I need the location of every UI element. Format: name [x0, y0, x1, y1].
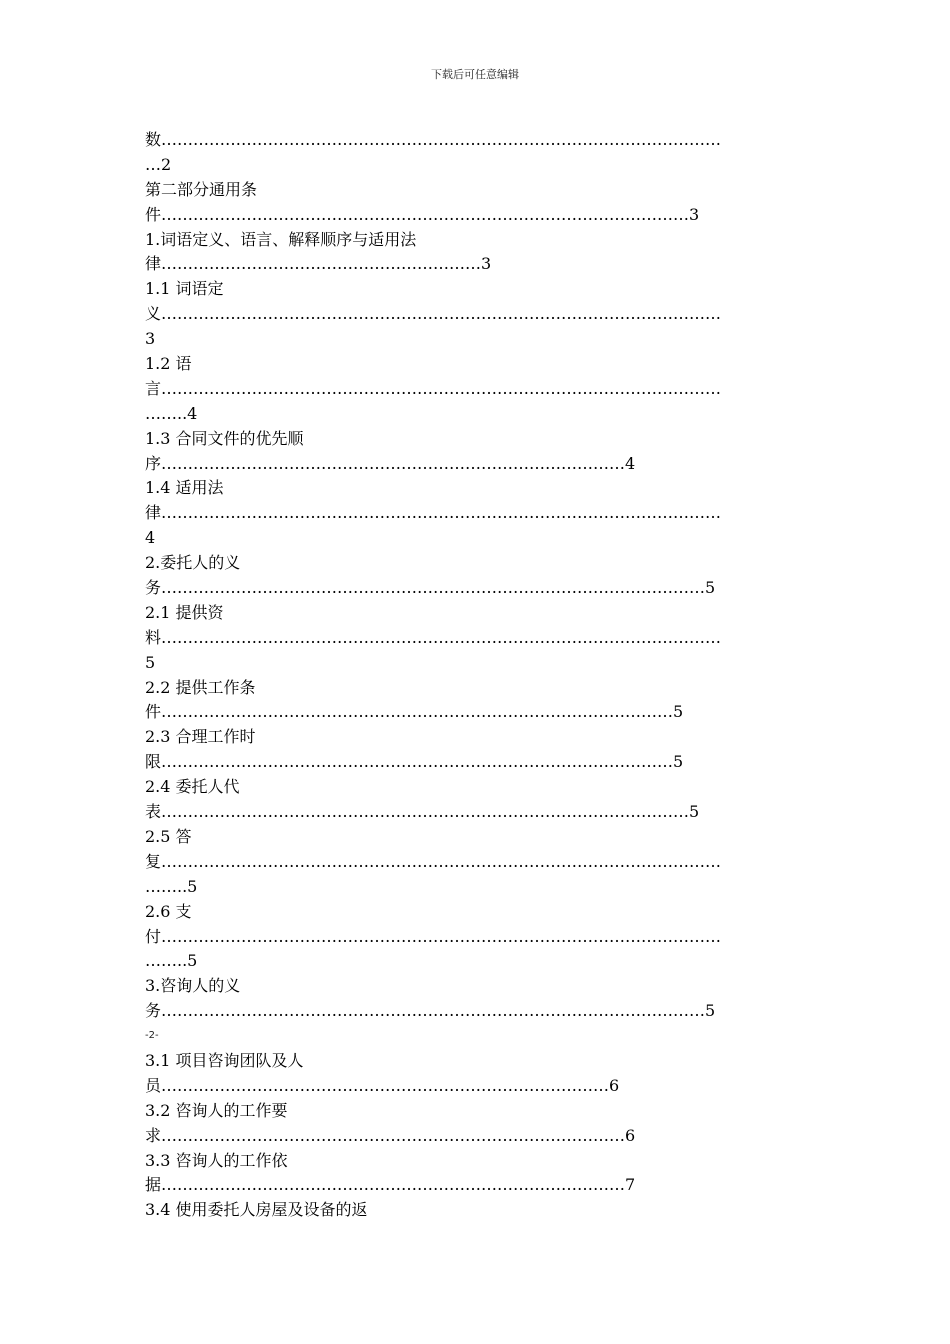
- toc-line: ……..4: [145, 403, 198, 423]
- toc-line: 务…………………………………………………………………………………………5: [145, 1001, 716, 1021]
- toc-line: 2.3 合理工作时: [145, 727, 256, 747]
- toc-line: 2.委托人的义: [145, 553, 241, 573]
- toc-line: 言……………………………………………………………………………………………: [145, 378, 721, 398]
- toc-line: 1.2 语: [145, 354, 192, 374]
- toc-line: 4: [145, 528, 156, 548]
- toc-line: 务…………………………………………………………………………………………5: [145, 578, 716, 598]
- toc-line: 1.4 适用法: [145, 478, 224, 498]
- toc-line: 2.2 提供工作条: [145, 677, 256, 697]
- toc-line: ……..5: [145, 951, 198, 971]
- toc-section-after: [145, 1049, 810, 1223]
- toc-line: 5: [145, 652, 156, 672]
- toc-line: ……..5: [145, 876, 198, 896]
- toc-line: 件……………………………………………………………………………………5: [145, 702, 684, 722]
- toc-line: 3.3 咨询人的工作依: [145, 1150, 288, 1170]
- toc-line: 2.4 委托人代: [145, 777, 240, 797]
- toc-line: 3.4 使用委托人房屋及设备的返: [145, 1200, 368, 1220]
- toc-line: 件………………………………………………………………………………………3: [145, 204, 700, 224]
- toc-line: 3.咨询人的义: [145, 976, 241, 996]
- toc-line: 序……………………………………………………………………………4: [145, 453, 636, 473]
- toc-line: 律……………………………………………………………………………………………: [145, 503, 721, 523]
- toc-line: 限……………………………………………………………………………………5: [145, 752, 684, 772]
- toc-line: 2.6 支: [145, 901, 192, 921]
- toc-line: 求……………………………………………………………………………6: [145, 1125, 636, 1145]
- toc-line: 3.2 咨询人的工作要: [145, 1100, 288, 1120]
- toc-line: 2.5 答: [145, 826, 192, 846]
- toc-line: 1.词语定义、语言、解释顺序与适用法: [145, 229, 417, 249]
- page-header: 下载后可任意编辑: [431, 68, 519, 81]
- toc-line: 律……………………………………………………3: [145, 254, 492, 274]
- toc-line: 3.1 项目咨询团队及人: [145, 1050, 304, 1070]
- toc-line: …2: [145, 154, 172, 174]
- toc-line: 2.1 提供资: [145, 602, 224, 622]
- toc-line: 1.1 词语定: [145, 279, 224, 299]
- toc-line: 3: [145, 329, 156, 349]
- table-of-contents: [145, 128, 810, 1223]
- toc-line: 付……………………………………………………………………………………………: [145, 926, 721, 946]
- toc-line: 义……………………………………………………………………………………………: [145, 304, 721, 324]
- toc-line: 料……………………………………………………………………………………………: [145, 627, 721, 647]
- toc-line: 数……………………………………………………………………………………………: [145, 130, 721, 149]
- toc-section-before: [145, 128, 810, 1024]
- toc-line: 复……………………………………………………………………………………………: [145, 851, 721, 871]
- toc-line: 表………………………………………………………………………………………5: [145, 802, 700, 822]
- toc-line: 第二部分通用条: [145, 179, 258, 199]
- toc-line: 员…………………………………………………………………………6: [145, 1075, 620, 1095]
- page-number: -2-: [145, 1030, 159, 1042]
- toc-line: 据……………………………………………………………………………7: [145, 1175, 636, 1195]
- toc-line: 1.3 合同文件的优先顺: [145, 428, 304, 448]
